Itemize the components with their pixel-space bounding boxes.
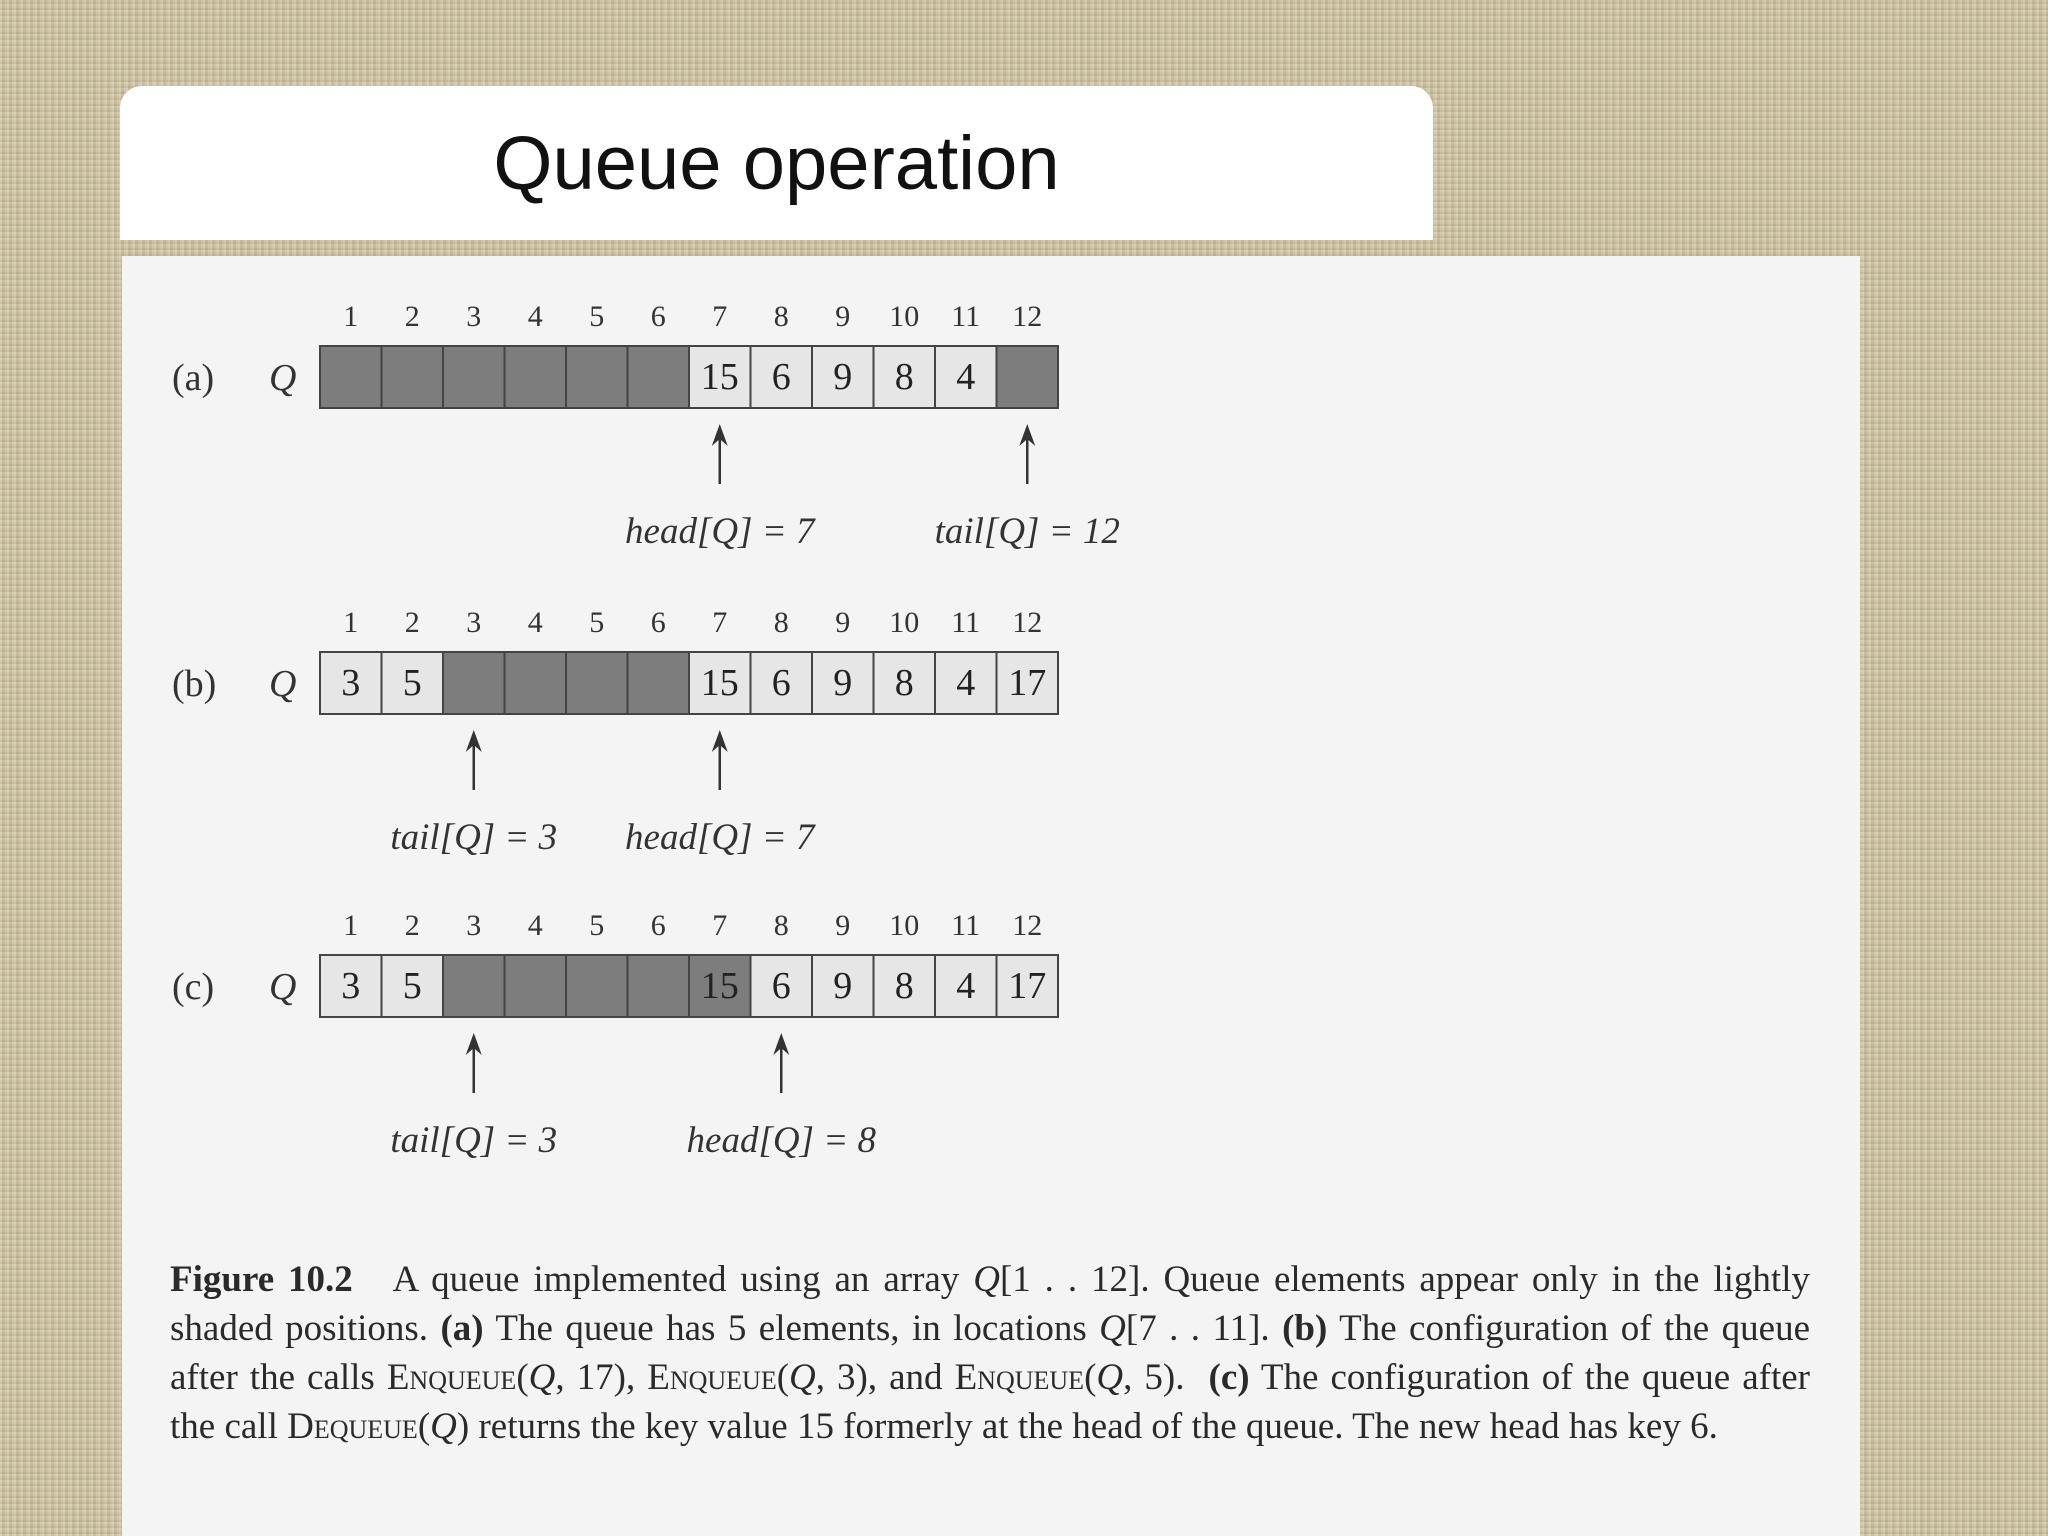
index-label: 10 (889, 606, 920, 639)
index-label: 8 (773, 606, 789, 639)
cell-value: 6 (771, 965, 791, 1007)
index-label: 4 (527, 606, 543, 639)
caption-paren: ( (1084, 1357, 1097, 1398)
caption-q: Q (1096, 1357, 1124, 1398)
index-label: 3 (466, 606, 482, 639)
cell-value: 4 (956, 662, 976, 704)
cell-value: 17 (1008, 662, 1047, 704)
cell-value: 9 (833, 662, 853, 704)
caption-enqueue: Enqueue (647, 1357, 777, 1398)
queue-cell (505, 346, 567, 408)
index-label: 6 (650, 606, 666, 639)
caption-text: ) returns the key value 15 formerly at the head of the queue. The new head has key 6. (456, 1406, 1718, 1447)
caption-text: [1 . . 12]. Queue elements appear only in the lightly shaded positions. (170, 1259, 1810, 1349)
caption-q: Q (528, 1357, 556, 1398)
cell-value: 4 (956, 356, 976, 398)
index-label: 5 (589, 606, 605, 639)
title-box (120, 86, 1433, 240)
caption-paren: ( (417, 1406, 431, 1447)
queue-cell (320, 346, 382, 408)
index-label: 11 (951, 606, 981, 639)
cell-value: 15 (700, 356, 739, 398)
index-label: 2 (404, 909, 420, 942)
caption-paren: ( (516, 1357, 529, 1398)
queue-cell (997, 346, 1059, 408)
array-name: Q (269, 663, 297, 705)
caption-paren: ( (776, 1357, 790, 1398)
caption-enqueue: Enqueue (954, 1357, 1085, 1398)
index-label: 9 (835, 606, 851, 639)
caption-q: Q (973, 1259, 1000, 1300)
index-label: 8 (773, 909, 789, 942)
panel-label: (c) (172, 966, 215, 1008)
head-pointer-label: head[Q] = 7 (625, 511, 815, 552)
index-label: 11 (951, 909, 981, 942)
head-pointer-label: head[Q] = 7 (625, 817, 815, 858)
index-label: 2 (404, 300, 420, 333)
index-label: 9 (835, 300, 851, 333)
cell-value: 6 (771, 662, 791, 704)
index-label: 7 (712, 606, 728, 639)
queue-cell (566, 652, 628, 714)
index-label: 9 (835, 909, 851, 942)
cell-value: 5 (402, 965, 422, 1007)
queue-cell (628, 346, 690, 408)
index-label: 6 (650, 300, 666, 333)
queue-cell (628, 652, 690, 714)
caption-text: , 3), and (815, 1357, 955, 1398)
index-label: 12 (1012, 909, 1043, 942)
queue-cell (443, 652, 505, 714)
caption-b-label: (b) (1282, 1308, 1328, 1349)
index-label: 5 (589, 909, 605, 942)
index-label: 10 (889, 300, 920, 333)
index-label: 5 (589, 300, 605, 333)
queue-cell (443, 955, 505, 1017)
array-name: Q (269, 357, 297, 399)
cell-value: 8 (894, 662, 914, 704)
array-name: Q (269, 966, 297, 1008)
caption-a-label: (a) (440, 1308, 484, 1349)
cell-value: 15 (700, 662, 739, 704)
cell-value: 8 (894, 965, 914, 1007)
cell-value: 17 (1008, 965, 1047, 1007)
index-label: 6 (650, 909, 666, 942)
caption-q: Q (430, 1406, 457, 1447)
index-label: 8 (773, 300, 789, 333)
head-pointer-label: head[Q] = 8 (686, 1120, 876, 1161)
caption-c-label: (c) (1208, 1357, 1250, 1398)
index-label: 11 (951, 300, 981, 333)
index-label: 3 (466, 909, 482, 942)
cell-value: 8 (894, 356, 914, 398)
index-label: 7 (712, 300, 728, 333)
tail-pointer-label: tail[Q] = 3 (390, 1120, 558, 1161)
cell-value: 6 (771, 356, 791, 398)
index-label: 2 (404, 606, 420, 639)
caption-dequeue: Dequeue (287, 1406, 418, 1447)
caption-text: The queue has 5 elements, in locations (483, 1308, 1100, 1349)
cell-value: 3 (341, 662, 361, 704)
figure-caption (170, 1255, 1810, 1451)
index-label: 1 (343, 606, 359, 639)
cell-value: 15 (700, 965, 739, 1007)
index-label: 1 (343, 300, 359, 333)
caption-text: [7 . . 11]. (1125, 1308, 1283, 1349)
cell-value: 9 (833, 965, 853, 1007)
caption-text: The configuration of the queue after the calls (170, 1308, 1810, 1398)
index-label: 12 (1012, 606, 1043, 639)
caption-q: Q (789, 1357, 816, 1398)
slide-title: Queue operation (493, 120, 1060, 206)
index-label: 4 (527, 909, 543, 942)
index-label: 10 (889, 909, 920, 942)
queue-cell (382, 346, 444, 408)
queue-cell (566, 346, 628, 408)
queue-cell (505, 955, 567, 1017)
caption-text: The configuration of the queue after the call (170, 1357, 1810, 1447)
queue-cell (566, 955, 628, 1017)
caption-enqueue: Enqueue (386, 1357, 517, 1398)
queue-cell (628, 955, 690, 1017)
index-label: 7 (712, 909, 728, 942)
panel-label: (b) (172, 663, 217, 705)
index-label: 1 (343, 909, 359, 942)
queue-cell (443, 346, 505, 408)
caption-text: , 17), (555, 1357, 648, 1398)
queue-cell (505, 652, 567, 714)
tail-pointer-label: tail[Q] = 3 (390, 817, 558, 858)
cell-value: 4 (956, 965, 976, 1007)
index-label: 4 (527, 300, 543, 333)
caption-figure-label: Figure 10.2 (170, 1259, 353, 1300)
panel-label: (a) (172, 357, 215, 399)
caption-text: , 5). (1123, 1357, 1197, 1398)
cell-value: 5 (402, 662, 422, 704)
caption-text: A queue implemented using an array (392, 1259, 974, 1300)
index-label: 12 (1012, 300, 1043, 333)
cell-value: 9 (833, 356, 853, 398)
index-label: 3 (466, 300, 482, 333)
cell-value: 3 (341, 965, 361, 1007)
tail-pointer-label: tail[Q] = 12 (934, 511, 1120, 552)
caption-q: Q (1099, 1308, 1126, 1349)
